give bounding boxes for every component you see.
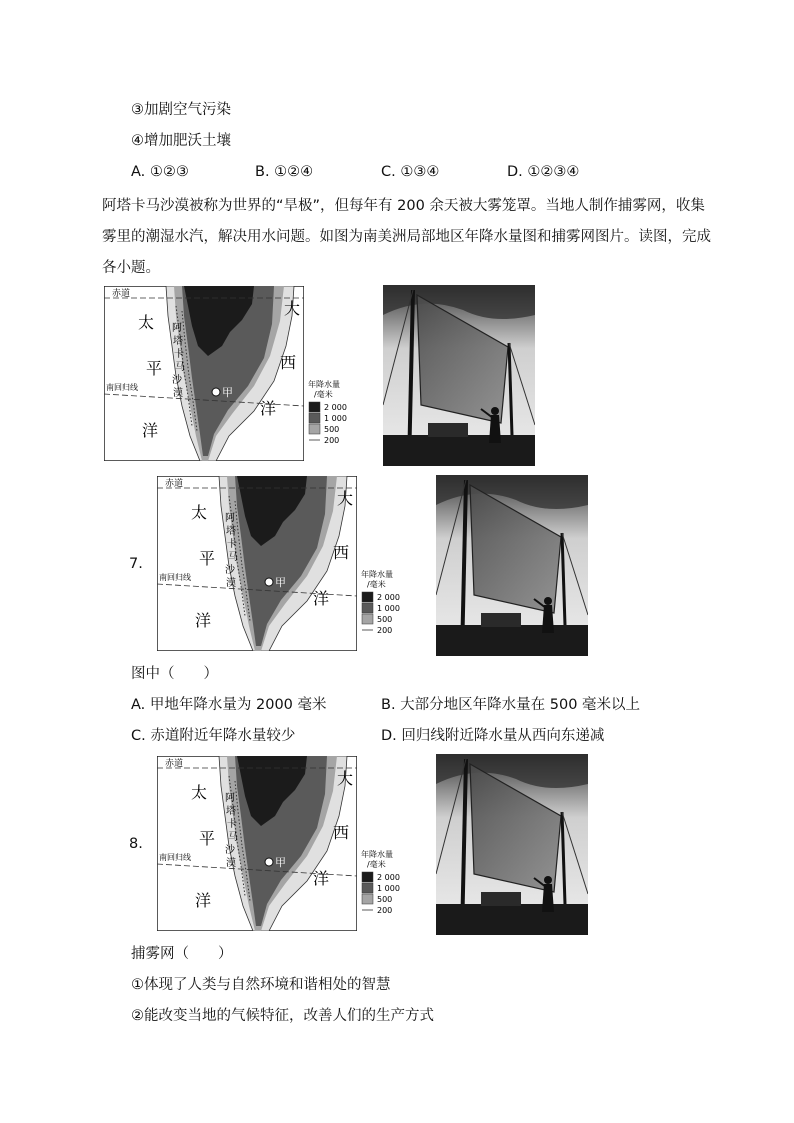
svg-text:洋: 洋	[195, 891, 212, 910]
q8-item-2: ②能改变当地的气候特征，改善人们的生产方式	[131, 1008, 434, 1024]
svg-text:1 000: 1 000	[377, 604, 400, 613]
rainfall-map	[157, 756, 357, 931]
question-8-number: 8.	[129, 836, 143, 852]
svg-text:200: 200	[377, 906, 393, 915]
svg-text:500: 500	[324, 425, 340, 434]
map-label-equator	[165, 757, 183, 769]
svg-text:甲: 甲	[275, 856, 286, 869]
q7-option-b[interactable]: B. 大部分地区年降水量在 500 毫米以上	[381, 697, 641, 713]
svg-text:南回归线: 南回归线	[159, 853, 191, 862]
intro-line-3: 各小题。	[102, 260, 160, 276]
svg-text:甲: 甲	[275, 576, 286, 589]
svg-text:大: 大	[337, 489, 354, 508]
map-label-tropic	[159, 852, 191, 862]
svg-text:洋: 洋	[260, 399, 277, 418]
question-7-stem: 图中（ ）	[131, 666, 218, 682]
svg-text:洋: 洋	[313, 589, 330, 608]
map-label-point-jia	[275, 576, 286, 589]
svg-text:卡: 卡	[227, 539, 237, 550]
prev-choice-a[interactable]: A. ①②③	[131, 164, 189, 180]
prev-item-3: ③加剧空气污染	[131, 102, 231, 118]
fog-net-photo	[436, 754, 588, 935]
svg-text:卡: 卡	[174, 349, 184, 360]
map-label-tropic	[159, 572, 191, 582]
svg-text:太: 太	[191, 783, 208, 802]
svg-text:洋: 洋	[195, 611, 212, 630]
svg-text:赤道: 赤道	[165, 759, 184, 769]
svg-text:西: 西	[333, 543, 350, 562]
fog-net-photo	[383, 285, 535, 466]
prev-item-4: ④增加肥沃土壤	[131, 133, 231, 149]
svg-text:赤道: 赤道	[112, 289, 131, 299]
intro-line-1: 阿塔卡马沙漠被称为世界的“旱极”，但每年有 200 余天被大雾笼罩。当地人制作捕雾网，收集	[102, 198, 705, 214]
prev-choice-d[interactable]: D. ①②③④	[507, 164, 580, 180]
prev-choice-b[interactable]: B. ①②④	[255, 164, 314, 180]
svg-text:沙: 沙	[225, 845, 235, 856]
svg-text:阿: 阿	[172, 323, 182, 334]
map-label-point-jia	[275, 856, 286, 869]
question-8-stem: 捕雾网（ ）	[131, 946, 233, 962]
svg-text:200: 200	[324, 436, 340, 445]
svg-text:1 000: 1 000	[377, 884, 400, 893]
rainfall-legend	[359, 848, 419, 928]
q7-option-d[interactable]: D. 回归线附近降水量从西向东递减	[381, 728, 605, 744]
svg-text:塔: 塔	[173, 336, 183, 347]
map-label-equator	[165, 477, 183, 489]
svg-text:漠: 漠	[226, 858, 236, 869]
map-label-equator	[112, 287, 130, 299]
svg-text:年降水量: 年降水量	[308, 380, 340, 389]
svg-text:阿: 阿	[225, 513, 235, 524]
map-label-tropic	[106, 382, 138, 392]
svg-text:1 000: 1 000	[324, 414, 347, 423]
svg-text:年降水量: 年降水量	[361, 850, 393, 859]
svg-text:赤道: 赤道	[165, 479, 184, 489]
svg-text:大: 大	[284, 299, 301, 318]
svg-text:漠: 漠	[173, 388, 183, 399]
svg-text:大: 大	[337, 769, 354, 788]
svg-text:/毫米: /毫米	[314, 390, 333, 399]
fog-net-photo	[436, 475, 588, 656]
intro-line-2: 雾里的潮湿水汽，解决用水问题。如图为南美洲局部地区年降水量图和捕雾网图片。读图，完成	[102, 229, 711, 245]
svg-text:/毫米: /毫米	[367, 860, 386, 869]
svg-text:太: 太	[138, 313, 155, 332]
q7-option-c[interactable]: C. 赤道附近年降水量较少	[131, 728, 296, 744]
svg-text:马: 马	[175, 362, 185, 373]
svg-text:/毫米: /毫米	[367, 580, 386, 589]
svg-text:年降水量: 年降水量	[361, 570, 393, 579]
svg-text:2 000: 2 000	[377, 593, 400, 602]
q7-option-a[interactable]: A. 甲地年降水量为 2000 毫米	[131, 697, 327, 713]
svg-text:卡: 卡	[227, 819, 237, 830]
map-label-point-jia	[222, 386, 233, 399]
svg-text:塔: 塔	[226, 526, 236, 537]
svg-text:马: 马	[228, 552, 238, 563]
rainfall-map	[157, 476, 357, 651]
question-7-number: 7.	[129, 556, 143, 572]
svg-text:沙: 沙	[172, 375, 182, 386]
svg-text:南回归线: 南回归线	[159, 573, 191, 582]
svg-text:马: 马	[228, 832, 238, 843]
svg-text:平: 平	[146, 359, 163, 378]
svg-text:500: 500	[377, 615, 393, 624]
svg-text:洋: 洋	[313, 869, 330, 888]
svg-text:阿: 阿	[225, 793, 235, 804]
svg-text:南回归线: 南回归线	[106, 383, 138, 392]
rainfall-legend	[359, 568, 419, 648]
svg-text:200: 200	[377, 626, 393, 635]
svg-text:洋: 洋	[142, 421, 159, 440]
svg-text:漠: 漠	[226, 578, 236, 589]
rainfall-map	[104, 286, 304, 461]
rainfall-legend	[306, 378, 366, 458]
svg-text:2 000: 2 000	[324, 403, 347, 412]
svg-text:平: 平	[199, 549, 216, 568]
q8-item-1: ①体现了人类与自然环境和谐相处的智慧	[131, 977, 391, 993]
svg-text:沙: 沙	[225, 565, 235, 576]
svg-text:甲: 甲	[222, 386, 233, 399]
svg-text:2 000: 2 000	[377, 873, 400, 882]
prev-choice-c[interactable]: C. ①③④	[381, 164, 440, 180]
svg-text:太: 太	[191, 503, 208, 522]
svg-text:塔: 塔	[226, 806, 236, 817]
svg-text:西: 西	[280, 353, 297, 372]
svg-text:平: 平	[199, 829, 216, 848]
svg-text:500: 500	[377, 895, 393, 904]
svg-text:西: 西	[333, 823, 350, 842]
